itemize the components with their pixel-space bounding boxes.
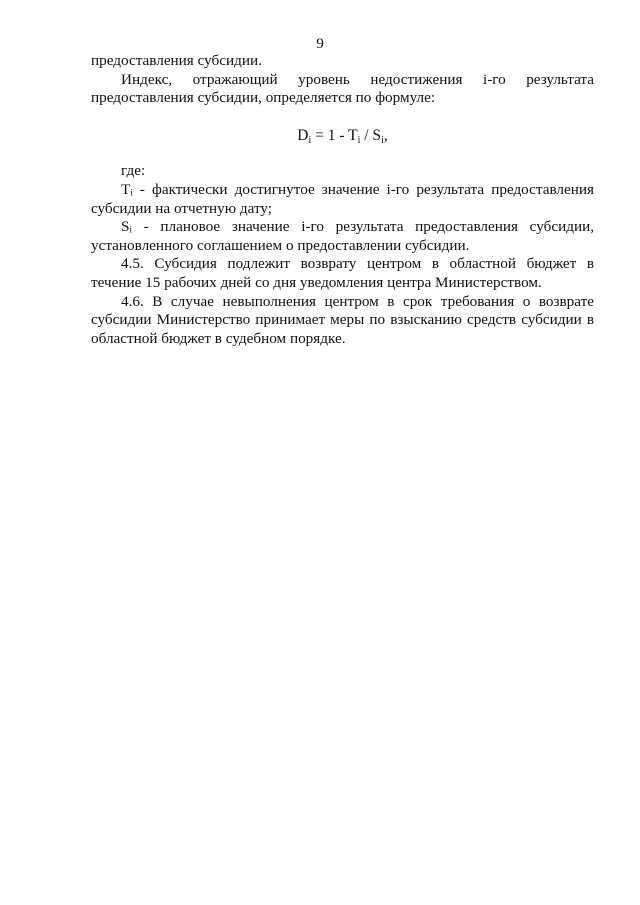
- page-number: 9: [316, 35, 324, 52]
- formula-t-sub: i: [357, 134, 361, 146]
- document-body: [91, 52, 594, 348]
- paragraph-index-line-2: предоставления субсидии, определяется по формуле:: [91, 89, 436, 107]
- formula-eq: = 1 - T: [311, 126, 358, 144]
- paragraph-where: где:: [121, 162, 146, 180]
- paragraph-si-definition: Sᵢ - плановое значение i-го результата предоставления субсидии, установленного соглашением о предоставлении субсидии.: [91, 218, 594, 254]
- formula-lhs: D: [297, 126, 309, 144]
- formula: [91, 127, 594, 146]
- formula-lhs-sub: i: [308, 134, 312, 146]
- paragraph-4-6: 4.6. В случае невыполнения центром в срок требования о возврате субсидии Министерство принимает меры по взысканию средств субсидии в областной бюджет в судебном порядке.: [91, 292, 594, 347]
- paragraph-continuation: предоставления субсидии.: [91, 52, 262, 69]
- formula-tail: ,: [383, 126, 388, 144]
- paragraph-index-line-1: Индекс, отражающий уровень недостижения i-го результата: [121, 70, 594, 88]
- paragraph-ti-definition: Tᵢ - фактически достигнутое значение i-го результата предоставления субсидии на отчетную дату;: [91, 180, 594, 217]
- paragraph-4-5: 4.5. Субсидия подлежит возврату центром в областной бюджет в течение 15 рабочих дней со дня уведомления центра Министерством.: [91, 255, 594, 291]
- formula-div: / S: [360, 126, 382, 144]
- formula-s-sub: i: [381, 134, 384, 146]
